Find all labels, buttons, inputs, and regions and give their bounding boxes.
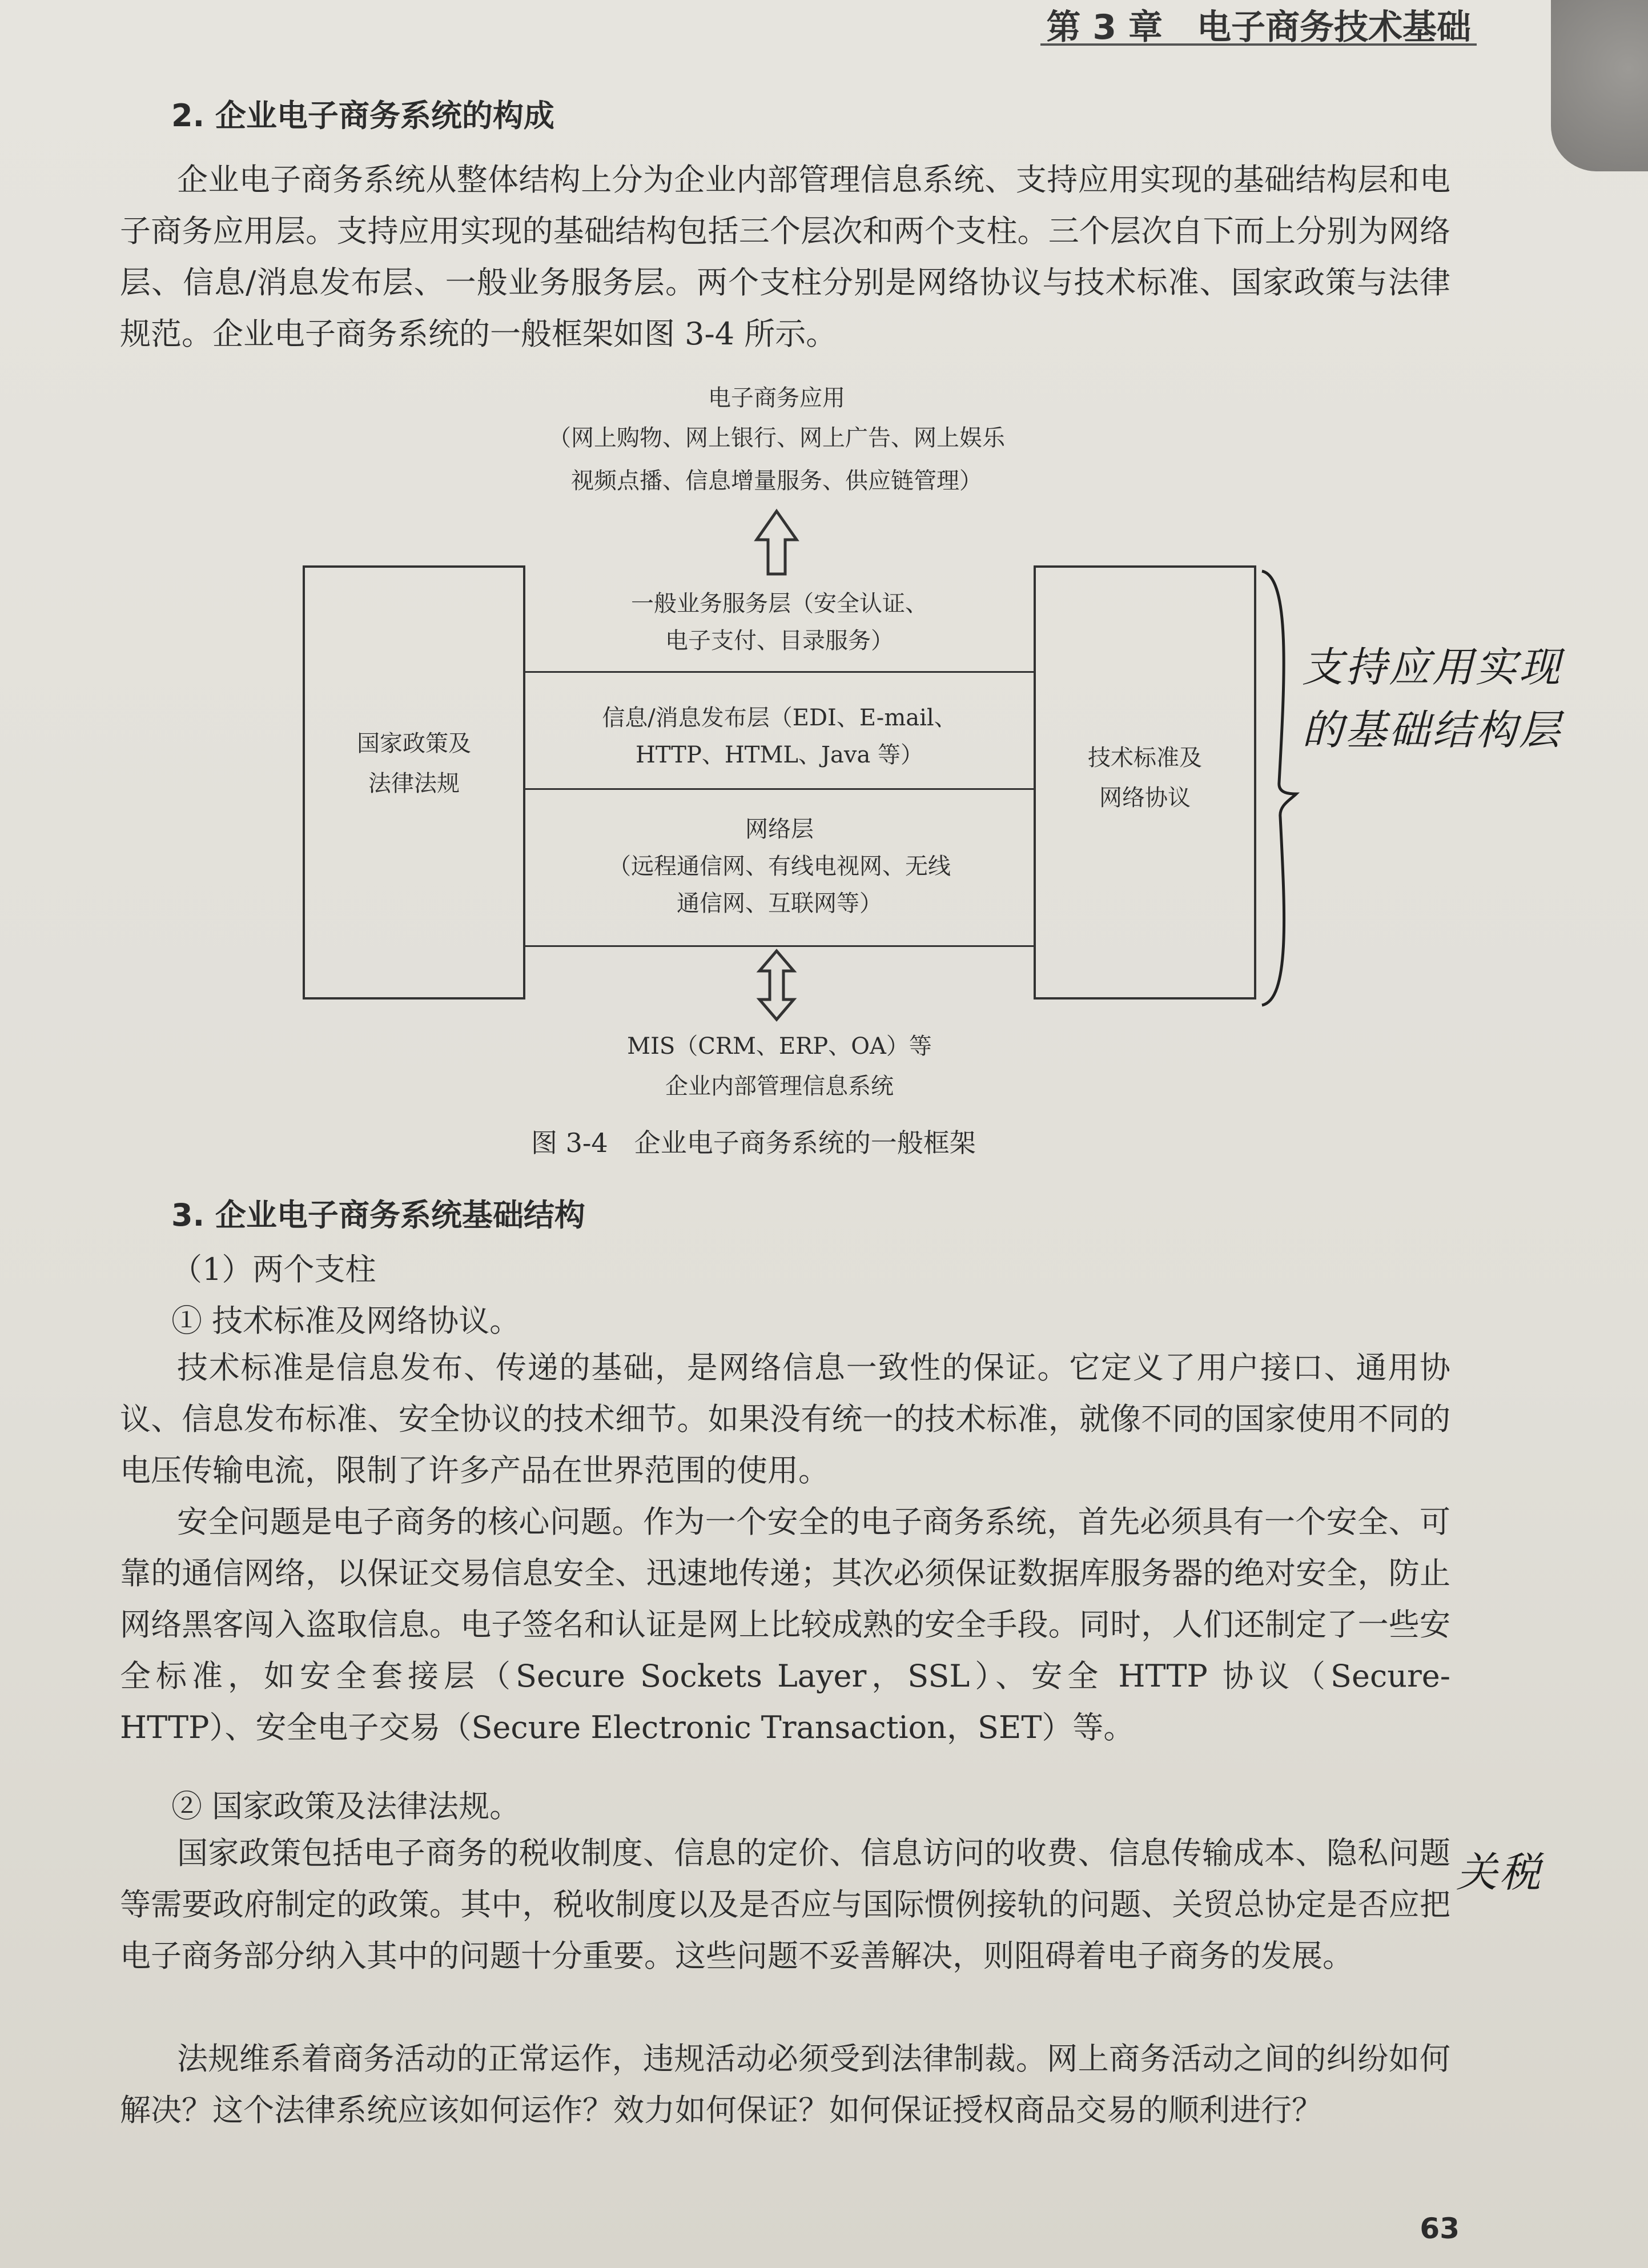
section-3-heading: 3. 企业电子商务系统基础结构 xyxy=(171,1197,585,1233)
layer-service-line-2: 电子支付、目录服务） xyxy=(665,628,894,654)
section-2-heading: 2. 企业电子商务系统的构成 xyxy=(171,98,554,134)
layer-info-line-2: HTTP、HTML、Java 等） xyxy=(635,742,924,768)
paragraph-security: 安全问题是电子商务的核心问题。作为一个安全的电子商务系统，首先必须具有一个安全、可靠的通信网络，以保证交易信息安全、迅速地传递；其次必须保证数据库服务器的绝对安全，防止网络黑客闯入盗取信息。电子签名和认证是网上比较成熟的安全手段。同时，人们还制定了一些安全标准，如安全套接层（Secure Sockets Layer，SSL）、安全 HTTP 协议（Secure-HTTP）、安全电子交易（Secure Electronic Transaction，SET）等。 xyxy=(120,1504,1450,1745)
layer-net-line-3: 通信网、互联网等） xyxy=(677,890,882,917)
up-arrow-icon xyxy=(754,508,799,577)
bottom-line-1: MIS（CRM、ERP、OA）等 xyxy=(627,1033,932,1059)
right-pillar-line-1: 技术标准及 xyxy=(1088,745,1202,771)
layer-info-line-1: 信息/消息发布层（EDI、E-mail、 xyxy=(602,705,957,731)
section-2-paragraph: 企业电子商务系统从整体结构上分为企业内部管理信息系统、支持应用实现的基础结构层和电子商务应用层。支持应用实现的基础结构包括三个层次和两个支柱。三个层次自下而上分别为网络层、信息/消息发布层、一般业务服务层。两个支柱分别是网络协议与技术标准、国家政策与法律规范。企业电子商务系统的一般框架如图 3-4 所示。 xyxy=(120,162,1450,352)
item-policy-law: ② 国家政策及法律法规。 xyxy=(171,1788,521,1824)
subheading-two-pillars: （1）两个支柱 xyxy=(171,1251,376,1287)
double-arrow-icon xyxy=(754,948,799,1022)
page-thumb-tab xyxy=(1551,0,1648,171)
hand-drawn-brace-icon xyxy=(1256,565,1302,1011)
paragraph-tech-standards: 技术标准是信息发布、传递的基础，是网络信息一致性的保证。它定义了用户接口、通用协议、信息发布标准、安全协议的技术细节。如果没有统一的技术标准，就像不同的国家使用不同的电压传输电流，限制了许多产品在世界范围的使用。 xyxy=(120,1350,1450,1488)
paragraph-law: 法规维系着商务活动的正常运作，违规活动必须受到法律制裁。网上商务活动之间的纠纷如何解决？这个法律系统应该如何运作？效力如何保证？如何保证授权商品交易的顺利进行？ xyxy=(120,2041,1450,2128)
layer-divider-3 xyxy=(525,945,1034,947)
left-pillar-line-1: 国家政策及 xyxy=(357,730,471,757)
left-pillar-line-2: 法律法规 xyxy=(368,770,460,797)
layer-service-line-1: 一般业务服务层（安全认证、 xyxy=(631,591,928,617)
right-pillar-line-2: 网络协议 xyxy=(1099,785,1191,811)
handwritten-note-line-2: 的基础结构层 xyxy=(1302,706,1563,754)
item-tech-standards: ① 技术标准及网络协议。 xyxy=(171,1303,521,1339)
handwritten-note-line-1: 支持应用实现 xyxy=(1302,643,1563,691)
layer-divider-2 xyxy=(525,788,1034,790)
fig-top-title: 电子商务应用 xyxy=(708,385,845,411)
layer-net-line-1: 网络层 xyxy=(745,816,814,842)
fig-top-detail-2: 视频点播、信息增量服务、供应链管理） xyxy=(571,468,982,494)
fig-top-detail-1: （网上购物、网上银行、网上广告、网上娱乐 xyxy=(548,425,1005,451)
paragraph-policy: 国家政策包括电子商务的税收制度、信息的定价、信息访问的收费、信息传输成本、隐私问题等需要政府制定的政策。其中，税收制度以及是否应与国际惯例接轨的问题、关贸总协定是否应把电子商务部分纳入其中的问题十分重要。这些问题不妥善解决，则阻碍着电子商务的发展。 xyxy=(120,1835,1450,1974)
handwritten-note-tariff: 关税 xyxy=(1456,1848,1544,1896)
bottom-line-2: 企业内部管理信息系统 xyxy=(665,1073,894,1099)
page-number: 63 xyxy=(1420,2212,1460,2245)
figure-caption: 图 3-4 企业电子商务系统的一般框架 xyxy=(531,1127,976,1158)
running-header: 第 3 章 电子商务技术基础 xyxy=(1040,0,1477,46)
layer-divider-1 xyxy=(525,671,1034,673)
layer-net-line-2: （远程通信网、有线电视网、无线 xyxy=(608,853,951,880)
